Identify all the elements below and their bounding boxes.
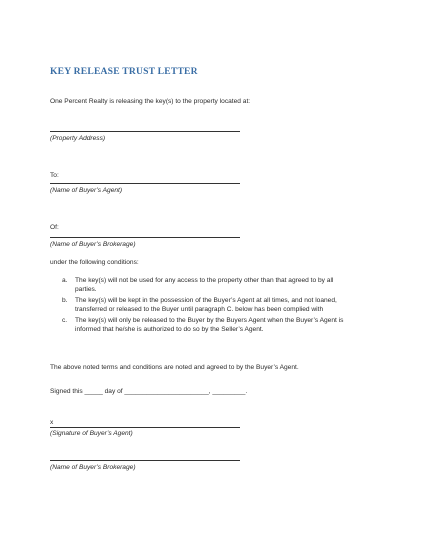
buyer-brokerage-line xyxy=(50,237,240,238)
condition-marker: b. xyxy=(62,296,68,304)
agreement-text: The above noted terms and conditions are noted and agreed to by the Buyer’s Agent. xyxy=(50,364,299,371)
condition-line: parties. xyxy=(75,286,97,294)
buyer-agent-caption: (Name of Buyer’s Agent) xyxy=(50,187,123,194)
condition-line: The key(s) will be kept in the possession of the Buyer’s Agent at all times, and not loaned, xyxy=(75,296,337,304)
property-address-line xyxy=(50,131,240,132)
conditions-intro: under the following conditions: xyxy=(50,259,139,266)
property-address-caption: (Property Address) xyxy=(50,135,106,142)
signature-caption: (Signature of Buyer’s Agent) xyxy=(50,430,133,437)
condition-line: The key(s) will only be released to the Buyer by the Buyers Agent when the Buyer’s Agent is xyxy=(75,316,344,324)
document-title: KEY RELEASE TRUST LETTER xyxy=(50,66,198,77)
of-label: Of: xyxy=(50,224,59,231)
x-mark: x xyxy=(50,419,54,426)
signed-line-text: Signed this _____ day of _______________________, _________. xyxy=(50,388,248,395)
conditions-list xyxy=(50,276,370,335)
condition-item xyxy=(50,276,370,295)
condition-item xyxy=(50,296,370,315)
intro-text: One Percent Realty is releasing the key(s) to the property located at: xyxy=(50,98,251,105)
buyer-brokerage-caption: (Name of Buyer’s Brokerage) xyxy=(50,241,136,248)
condition-line: informed that he/she is authorized to do so by the Seller’s Agent. xyxy=(75,326,264,334)
signature-line xyxy=(50,427,240,428)
buyer-agent-line xyxy=(50,183,240,184)
condition-marker: a. xyxy=(62,277,68,284)
brokerage-caption-2: (Name of Buyer’s Brokerage) xyxy=(50,464,136,471)
condition-marker: c. xyxy=(62,316,68,324)
condition-line: The key(s) will not be used for any access to the property other than that agreed to by all xyxy=(75,277,334,284)
brokerage-line-2 xyxy=(50,460,240,461)
to-label: To: xyxy=(50,172,59,179)
condition-item xyxy=(50,316,370,335)
condition-line: transferred or released to the Buyer until paragraph C. below has been complied with xyxy=(75,306,324,314)
